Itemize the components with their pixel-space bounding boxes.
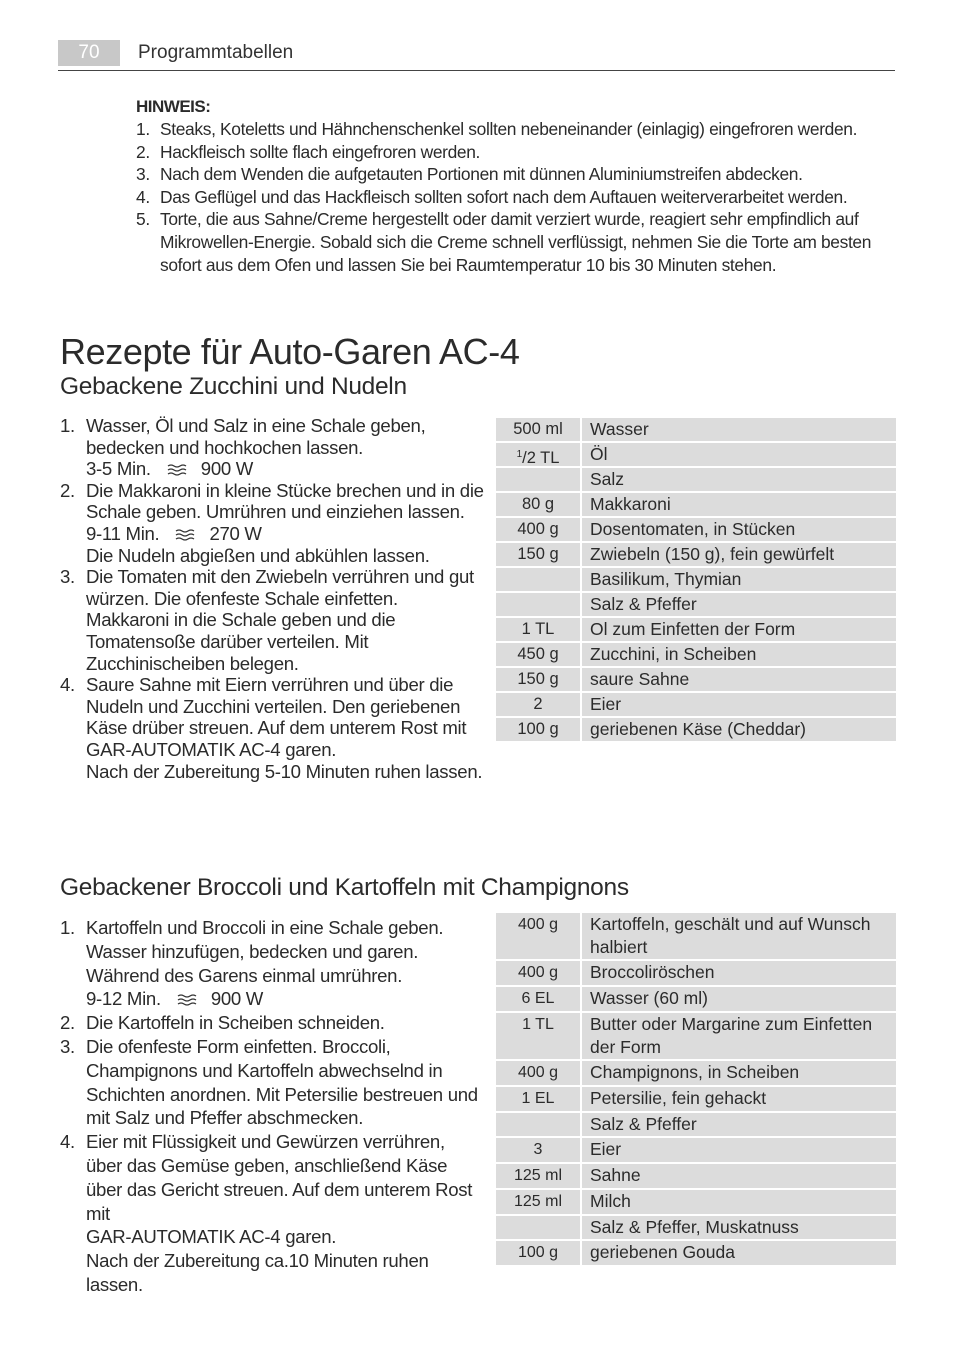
ingredient-qty: 400 g [496, 518, 580, 541]
ingredient-row [496, 618, 896, 641]
step-text: Wasser, Öl und Salz in eine Schale geben, bedecken und hochkochen lassen. [86, 415, 426, 458]
ingredient-name: Zwiebeln (150 g), fein gewürfelt [582, 543, 896, 566]
ingredient-qty: 1 TL [496, 618, 580, 641]
note-item-number: 4. [136, 186, 150, 207]
note-box [136, 96, 916, 276]
ingredient-name: Dosentomaten, in Stücken [582, 518, 896, 541]
step-power: 270 W [209, 522, 262, 544]
ingredient-name: Eier [582, 693, 896, 716]
page-number: 70 [58, 40, 120, 66]
ingredient-qty [496, 1216, 580, 1239]
page-title: Rezepte für Auto-Garen AC-4 [60, 331, 520, 372]
ingredient-name: Petersilie, fein gehackt [582, 1087, 896, 1111]
ingredient-name: Salz & Pfeffer [582, 1113, 896, 1136]
step-text: Saure Sahne mit Eiern verrühren und über die Nudeln und Zucchini verteilen. Den geriebenen Käse drüber streuen. Auf dem unterem Rost mit GAR-AUTOMATIK AC-4 garen. [86, 674, 467, 760]
step-power: 900 W [200, 458, 254, 480]
recipe2-ingredients-table [496, 913, 896, 1267]
step-text: Die Makkaroni in kleine Stücke brechen und in die Schale geben. Umrühren und einziehen lassen. [86, 479, 484, 523]
note-title: HINWEIS: [136, 97, 211, 116]
microwave-waves-icon [167, 464, 187, 476]
ingredient-row [496, 593, 896, 616]
note-item [136, 163, 916, 186]
ingredient-name: Salz [582, 468, 896, 491]
fraction-numerator: 1 [516, 449, 523, 460]
ingredient-name: Milch [582, 1190, 896, 1214]
note-item [136, 208, 916, 276]
step-text: Die Kartoffeln in Scheiben schneiden. [86, 1012, 385, 1034]
ingredient-qty [496, 468, 580, 491]
step-text: Kartoffeln und Broccoli in eine Schale geben. Wasser hinzufügen, bedecken und garen. Während des Garens einmal umrühren. [86, 917, 444, 986]
step-time: 9-12 Min. [86, 988, 161, 1010]
ingredient-row [496, 1164, 896, 1188]
step-number: 3. [60, 566, 75, 588]
ingredient-row [496, 1013, 896, 1059]
ingredient-row [496, 468, 896, 491]
ingredient-row [496, 443, 896, 466]
ingredient-row [496, 913, 896, 959]
ingredient-row [496, 1190, 896, 1214]
ingredient-row [496, 1061, 896, 1085]
ingredient-row [496, 568, 896, 591]
ingredient-qty [496, 568, 580, 591]
ingredient-row [496, 493, 896, 516]
ingredient-name: Ol zum Einfetten der Form [582, 618, 896, 641]
ingredient-qty: 150 g [496, 543, 580, 566]
ingredient-name: Eier [582, 1138, 896, 1162]
note-item-text: Hackfleisch sollte flach eingefroren werden. [160, 141, 481, 162]
step-item [60, 1035, 485, 1130]
ingredient-name: saure Sahne [582, 668, 896, 691]
ingredient-name: geriebenen Käse (Cheddar) [582, 718, 896, 741]
ingredient-row [496, 718, 896, 741]
step-number: 3. [60, 1035, 75, 1057]
note-item-number: 1. [136, 119, 150, 139]
ingredient-qty: 450 g [496, 643, 580, 666]
step-text: Eier mit Flüssigkeit und Gewürzen verrühren, über das Gemüse geben, anschließend Käse über das Gericht streuen. Auf dem unterem Rost mit [86, 1131, 473, 1224]
ingredient-qty: 400 g [496, 1061, 580, 1085]
ingredient-name: Wasser [582, 418, 896, 441]
ingredient-qty: 125 ml [496, 1164, 580, 1188]
ingredient-name: Zucchini, in Scheiben [582, 643, 896, 666]
ingredient-qty: 80 g [496, 493, 580, 516]
step-text: Die Tomaten mit den Zwiebeln verrühren und gut würzen. Die ofenfeste Schale einfetten. Makkaroni in die Schale geben und die Tomatensoße darüber verteilen. Mit Zucchinischeiben belegen. [86, 566, 474, 674]
note-item [136, 186, 916, 209]
step-after: Nach der Zubereitung 5-10 Minuten ruhen lassen. [86, 760, 483, 782]
ingredient-qty: 6 EL [496, 987, 580, 1011]
ingredient-row [496, 543, 896, 566]
note-item-text: Torte, die aus Sahne/Creme hergestellt oder damit verziert wurde, reagiert sehr empfindlich auf Mikrowellen-Energie. Sobald sich die Creme schnell verflüssigt, nehmen Sie die Torte am besten sofort aus dem Ofen und lassen Sie bei Raumtemperatur 10 bis 30 Minuten stehen. [160, 209, 872, 275]
ingredient-name: Basilikum, Thymian [582, 568, 896, 591]
ingredient-row [496, 668, 896, 691]
ingredient-row [496, 1216, 896, 1239]
ingredient-name: geriebenen Gouda [582, 1241, 896, 1265]
ingredient-name: Makkaroni [582, 493, 896, 516]
step-item [60, 1130, 485, 1297]
ingredient-qty: 400 g [496, 913, 580, 959]
step-number: 1. [60, 917, 75, 938]
recipe1-ingredients-table [496, 418, 896, 743]
step-after: Nach der Zubereitung ca.10 Minuten ruhen lassen. [86, 1250, 429, 1295]
ingredient-row [496, 1113, 896, 1136]
ingredient-qty: 2 [496, 693, 580, 716]
ingredient-row [496, 1241, 896, 1265]
note-item-text: Nach dem Wenden die aufgetauten Portionen mit dünnen Aluminiumstreifen abdecken. [160, 164, 803, 185]
note-item [136, 141, 916, 164]
step-number: 1. [60, 415, 75, 436]
note-item [136, 118, 916, 141]
ingredient-row [496, 693, 896, 716]
ingredient-name: Salz & Pfeffer [582, 593, 896, 616]
ingredient-row [496, 418, 896, 441]
ingredient-qty: 100 g [496, 1241, 580, 1265]
ingredient-row [496, 518, 896, 541]
section-name: Programmtabellen [138, 42, 294, 63]
note-item-text: Das Geflügel und das Hackfleisch sollten sofort nach dem Auftauen weiterverarbeitet werden. [160, 186, 848, 207]
ingredient-qty [496, 443, 580, 466]
recipe2-title: Gebackener Broccoli und Kartoffeln mit Champignons [60, 874, 629, 901]
ingredient-name: Kartoffeln, geschält und auf Wunsch halbiert [582, 913, 896, 959]
ingredient-name: Salz & Pfeffer, Muskatnuss [582, 1216, 896, 1239]
step-item [60, 916, 485, 1011]
step-text-2: GAR-AUTOMATIK AC-4 garen. [86, 1226, 337, 1248]
ingredient-row [496, 643, 896, 666]
ingredient-qty: 1 TL [496, 1013, 580, 1059]
ingredient-name: Butter oder Margarine zum Einfetten der Form [582, 1013, 896, 1059]
note-item-text: Steaks, Koteletts und Hähnchenschenkel sollten nebeneinander (einlagig) eingefroren werden. [160, 119, 858, 139]
ingredient-row [496, 1138, 896, 1162]
step-number: 2. [60, 1012, 75, 1034]
ingredient-qty [496, 1113, 580, 1136]
note-item-number: 3. [136, 164, 150, 185]
ingredient-row [496, 987, 896, 1011]
step-text: Die ofenfeste Form einfetten. Broccoli, Champignons und Kartoffeln abwechselnd in Schichten anordnen. Mit Petersilie bestreuen und mit Salz und Pfeffer abschmecken. [86, 1035, 478, 1129]
microwave-waves-icon [177, 994, 197, 1006]
step-item [60, 415, 485, 480]
ingredient-row [496, 1087, 896, 1111]
step-item [60, 480, 485, 566]
ingredient-name: Öl [582, 443, 896, 466]
step-power: 900 W [210, 988, 264, 1010]
step-after: Die Nudeln abgießen und abkühlen lassen. [86, 544, 430, 566]
ingredient-qty: 500 ml [496, 418, 580, 441]
ingredient-name: Sahne [582, 1164, 896, 1188]
ingredient-qty: 100 g [496, 718, 580, 741]
step-item [60, 1011, 485, 1035]
note-item-number: 5. [136, 209, 150, 230]
recipe1-title: Gebackene Zucchini und Nudeln [60, 373, 407, 400]
ingredient-qty [496, 593, 580, 616]
ingredient-qty: 125 ml [496, 1190, 580, 1214]
qty-unit: TL [535, 449, 560, 467]
step-item [60, 566, 485, 674]
microwave-waves-icon [175, 529, 195, 541]
ingredient-qty: 400 g [496, 961, 580, 985]
ingredient-name: Champignons, in Scheiben [582, 1061, 896, 1085]
recipe2-steps [60, 916, 485, 1297]
step-time: 3-5 Min. [86, 458, 151, 480]
note-list [136, 118, 916, 276]
fraction-denominator: /2 [522, 449, 536, 467]
ingredient-name: Wasser (60 ml) [582, 987, 896, 1011]
step-item [60, 674, 485, 782]
step-number: 4. [60, 1131, 75, 1153]
step-number: 4. [60, 674, 75, 696]
ingredient-name: Broccoliröschen [582, 961, 896, 985]
recipe1-steps [60, 415, 485, 782]
step-time: 9-11 Min. [86, 522, 160, 544]
ingredient-row [496, 961, 896, 985]
ingredient-qty: 3 [496, 1138, 580, 1162]
ingredient-qty: 150 g [496, 668, 580, 691]
page-header [58, 40, 895, 71]
step-number: 2. [60, 479, 75, 501]
ingredient-qty: 1 EL [496, 1087, 580, 1111]
note-item-number: 2. [136, 141, 150, 162]
